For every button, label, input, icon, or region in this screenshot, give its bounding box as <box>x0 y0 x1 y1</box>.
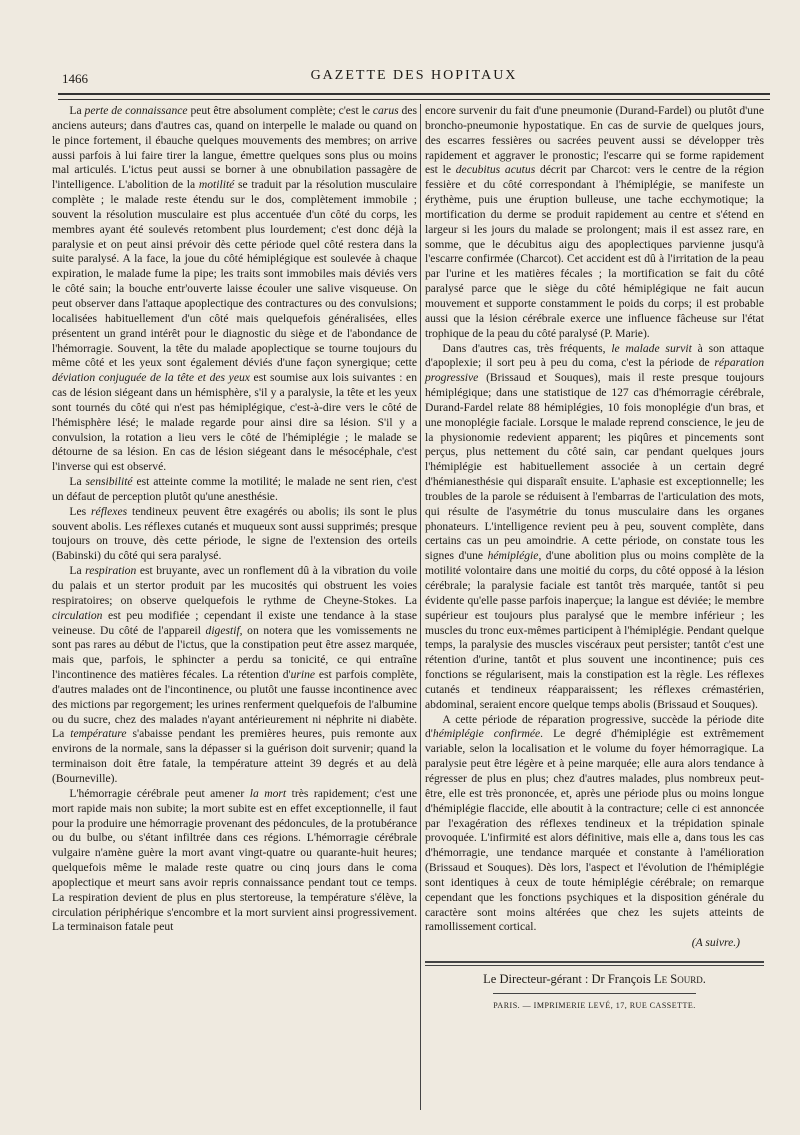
footer-rule <box>425 961 764 966</box>
left-column <box>52 104 417 935</box>
imprint-rule <box>493 993 696 994</box>
paragraph-sensibility: La sensibilité est atteinte comme la motilité; le malade ne sent rien, c'est un défaut de perception plutôt qu'une anesthésie. <box>52 475 417 503</box>
director-line: Le Directeur-gérant : Dr François Le Sourd. <box>483 972 706 987</box>
page-header <box>62 68 766 90</box>
paragraph-confirmed-hemiplegia: A cette période de réparation progressive, succède la période dite d'hémiplégie confirmée. Le degré d'hémiplégie est extrêmement variable, selon la localisation et le volume du foyer hémorragique. La paralysie peut être légère et à peine marquée; elle aura alors tendance à régresser de plus en plus; chez d'autres malades, plus nombreux peut-être, elle est très prononcée, et, après une période plus ou moins longue d'hémiplégie flaccide, elle aboutit à la contracture; celle ci est annoncée par l'exagération des réflexes tendineux et la trépidation spinale provoquée. L'infirmité est alors définitive, mais elle a, dans tous les cas d'hémorragie, une tendance marquée et constante à l'amélioration (Brissaud et Souques). Dès lors, l'aspect et l'évolution de l'hémiplégie sont identiques à ceux de toute hémiplégie cérébrale; on remarque cependant que les fonctions psychiques et la disposition générale du caractère sont moins altérées que chez les sujets atteints de ramollissement cortical. <box>425 712 765 934</box>
director-name: Le Sourd <box>654 972 703 987</box>
paragraph-continuation: encore survenir du fait d'une pneumonie (Durand-Fardel) ou plutôt d'une broncho-pneumonie hypostatique. En cas de survie de quelques jours, des escarres fessières ou sacrées peuvent aussi se développer très rapidement et aggraver le pronostic; l'escarre qui se forme rapidement est le decubitus acutus décrit par Charcot: vers le centre de la région fessière et du côté correspondant à l'hémiplégie, se manifeste un érythème, puis une éruption bulleuse, une tache ecchymotique; la mortification du derme se produit rapidement au centre et s'étend en largeur si les jours du malade se prolongent; mais il est assez rare, en somme, que le décubitus aigu des apoplectiques parvienne jusqu'à l'escarre confirmée (Charcot). Cet accident est dû à l'irritation de la peau par l'urine et les matières fécales ; la mortification se fait du côté paralysé parce que le siège du côté hémiplégique ne fait aucun mouvement et supporte constamment le poids du corps; il est probable aussi que la lésion cérébrale exerce une influence fâcheuse sur l'état trophique de la peau du côté paralysé (P. Marie). <box>425 104 764 340</box>
paragraph-death: L'hémorragie cérébrale peut amener la mort très rapidement; c'est une mort rapide mais non subite; la mort subite est en effet exceptionnelle, il faut pour la produire une hémorragie provenant des pédoncules, de la protubérance ou du bulbe, ou s'étant infiltrée dans ces régions. L'hémorragie cérébrale vulgaire n'amène guère la mort avant vingt-quatre ou quarante-huit heures; quelquefois même le malade reste quatre ou cinq jours dans le coma apoplectique et meurt sans avoir repris connaissance pendant tout ce temps. La respiration devient de plus en plus stertoreuse, la température s'élève, la circulation périphérique s'encombre et la mort survient ainsi progressivement. La terminaison fatale peut <box>52 786 417 934</box>
paragraph-survival: Dans d'autres cas, très fréquents, le malade survit à son attaque d'apoplexie; il sort peu à peu du coma, c'est la période de réparation progressive (Brissaud et Souques), mais il reste presque toujours hémiplégique; dans une statistique de 127 cas d'hémorragie cérébrale, Durand-Fardel relate 88 hémiplégies, 10 fois monoplégie d'un bras, et une monoplégie faciale. Lorsque le malade reprend conscience, le jeu de la physionomie redevient apparent; les piqûres et pincements sont perçus, plus nettement du côté sain, car pendant quelques jours l'hémiplégie est habituellement associée à un certain degré d'hémianesthésie qui disparaît ensuite. L'aphasie est exceptionnelle; les troubles de la parole se réduisent à l'embarras de l'articulation des mots, qui résulte de l'asymétrie du tonus musculaire dans les organes phonateurs. L'intelligence revient peu à peu, souvent complète, dans certains cas un peu amoindrie. A cette période, on constate tous les signes d'une hémiplégie, d'une abolition plus ou moins complète de la motilité volontaire dans une moitié du corps, du côté opposé à la lésion cérébrale; la paralysie faciale est tantôt très marquée, tantôt si peu évidente qu'elle passe parfois inaperçue; la langue est déviée; le membre supérieur est toujours plus paralysé que le membre inférieur ; les muscles du tronc eux-mêmes participent à l'hémiplégie. Pendant quelque temps, la paralysie des muscles viscéraux peut persister; tantôt c'est une rétention d'urine, tantôt et plus souvent une incontinence; puis ces fonctions se régularisent, mais la constipation est la règle. Les réflexes cutanés et tendineux réapparaissent; les réflexes crémastérien, abdominal, seraient encore quelque temps abolis (Brissaud et Souques). <box>425 341 764 711</box>
right-column <box>425 104 764 1014</box>
printer-imprint: PARIS. — IMPRIMERIE LEVÉ, 17, RUE CASSETTE. <box>493 1000 696 1010</box>
column-separator <box>420 104 421 1110</box>
paragraph-respiration: La respiration est bruyante, avec un ronflement dû à la vibration du voile du palais et un stertor produit par les mucosités qui obstruent les voies respiratoires; on observe quelquefois le rythme de Cheyne-Stokes. La circulation est peu modifiée ; cependant il existe une tendance à la stase veineuse. Du côté de l'appareil digestif, on notera que les vomissements ne sont pas rares au début de l'ictus, que la constipation peut être assez marquée, mais que, parfois, le sphincter a perdu sa tonicité, ce qui entraîne l'incontinence des matières fécales. La rétention d'urine est parfois complète, d'autres malades ont de l'incontinence, ou plutôt une fausse incontinence avec des mictions par regorgement; les urines renferment quelquefois de l'albumine ou du sucre, chez des malades n'ayant antérieurement ni néphrite ni diabète. La température s'abaisse pendant les premières heures, puis remonte aux environs de la normale, sans la dépasser si la guérison doit survenir; quand la terminaison doit être fatale, la température atteint 39 degrés et au delà (Bourneville). <box>52 564 417 785</box>
header-rule <box>58 93 770 100</box>
paragraph-loss-of-consciousness: La perte de connaissance peut être absolument complète; c'est le carus des anciens auteurs; dans d'autres cas, quand on interpelle le malade ou quand on le pince fortement, il ébauche quelques mouvements des membres; on arrive aussi parfois à lui faire tirer la langue, émettre quelques sons plus ou moins mal articulés. L'ictus peut aussi se borner à une obnubilation passagère de l'intelligence. L'abolition de la motilité se traduit par la résolution musculaire complète ; le malade reste étendu sur le dos, complètement immobile ; souvent la résolution musculaire est plus accentuée d'un côté du corps, les membres ayant été soulevés retombent plus lourdement; c'est donc déjà la paralysie et on peut ainsi prévoir dès cette période quel côté restera dans la suite paralysé. A la face, la joue du côté hémiplégique est soulevée à chaque expiration, le malade fume la pipe; les traits sont immobiles mais déviés vers le côté sain; la bouche entr'ouverte laisse écouler une salive visqueuse. On peut observer dans l'attaque apoplectique des contractures ou des convulsions; localisées habituellement d'un côté mais quelquefois généralisées, elles présentent un grand intérêt pour le diagnostic du siège et de l'abondance de l'hémorragie. Souvent, la tête du malade apoplectique se tourne toujours du même côté et les yeux sont également déviés d'une façon synergique; cette déviation conjuguée de la tête et des yeux est soumise aux lois suivantes : en cas de lésion siégeant dans un hémisphère, s'il y a paralysie, la tête et les yeux sont tournés du côté qui n'est pas hémiplégique, c'est-à-dire vers le côté de l'hémisphère lésé; le malade regarde pour ainsi dire sa lésion. S'il y a convulsion, la rotation a lieu vers le côté de l'hémiplégie ; le malade se détourne de sa lésion. En cas de lésion siégeant dans le mésocéphale, c'est l'inverse qui est observé. <box>52 104 417 474</box>
page-number: 1466 <box>62 71 88 86</box>
journal-title: GAZETTE DES HOPITAUX <box>310 68 518 83</box>
paragraph-reflexes: Les réflexes tendineux peuvent être exagérés ou abolis; ils sont le plus souvent abolis. Les réflexes cutanés et muqueux sont aussi supprimés; presque toujours on trouve, dès cette période, le signe de l'extension des orteils (Babinski) du côté qui sera paralysé. <box>52 504 418 563</box>
to-be-continued: (A suivre.) <box>691 936 740 950</box>
